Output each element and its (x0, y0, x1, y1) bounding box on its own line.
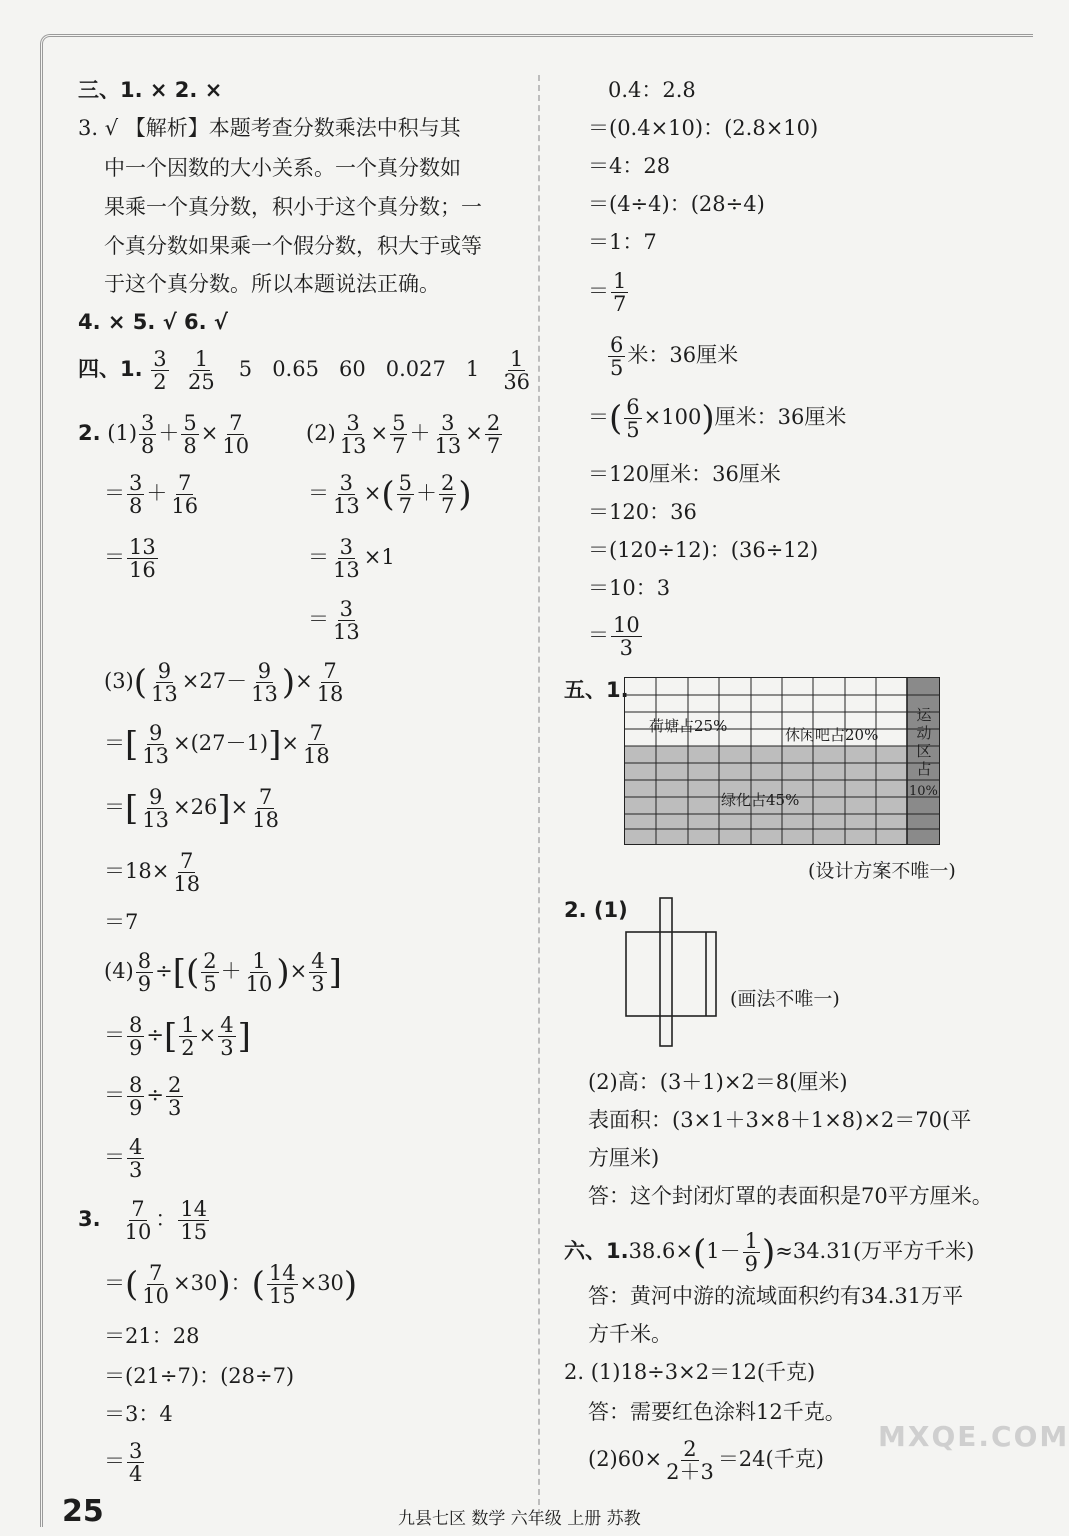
s5-q2-line4: 方厘米) (588, 1146, 660, 1170)
s3-line7: 4. × 5. √ 6. √ (78, 310, 228, 334)
s4-q3-step2: ＝21：28 (104, 1324, 200, 1348)
s4-q3-step4: ＝3：4 (104, 1402, 173, 1426)
s4-q2-p4: (4) (104, 959, 134, 984)
r-line6-eq: ＝ (588, 279, 609, 304)
s4-q2-p2: (2) (306, 421, 336, 446)
park-design-grid (624, 677, 940, 845)
label-leisure: 休闲吧占20% (785, 726, 879, 744)
s3-line6: 于这个真分数。所以本题说法正确。 (104, 272, 440, 296)
s6-q1-ans2: 方千米。 (588, 1322, 672, 1346)
label-green: 绿化占45% (721, 791, 800, 809)
r-line8-mid: ×100 (643, 405, 702, 430)
r-line3: ＝4：28 (588, 154, 671, 178)
sport-c4: 占 (916, 760, 932, 778)
label-sport (914, 706, 934, 778)
s6-q1-label: 六、1. (564, 1239, 629, 1264)
s6-q1-ans1: 答：黄河中游的流域面积约有34.31万平 (588, 1284, 964, 1308)
s4-q1: 四、1. $\frac{3}{2}$ $\frac{1}{25}$ 5 0.65 60 0.027 1 $\frac{1}{36}$ (78, 347, 531, 395)
s4-q1-b: 0.65 (272, 357, 319, 382)
label-lotus: 荷塘占25% (649, 717, 728, 735)
s4-q2-p3: (3) (104, 669, 134, 694)
s4-q2-4: (4) $\frac{8}{9}$ ÷[( $\frac{2}{5}$ ＋ $\frac{1}{10}$ )× $\frac{4}{3}$ ] (104, 949, 342, 997)
s6-q2-ans: 答：需要红色涂料12千克。 (588, 1400, 846, 1424)
s4-q2-4-step3: ＝ $\frac{4}{3}$ (104, 1135, 143, 1183)
s4-q3-step3: ＝(21÷7)：(28÷7) (104, 1364, 295, 1388)
s4-q2-3-step1: ＝[ $\frac{9}{13}$ ×(27－1)]× $\frac{7}{18}$ (104, 721, 330, 769)
s5-q2-line2: (2)高：(3＋1)×2＝8(厘米) (588, 1070, 848, 1094)
s5-q2-label: 2. (1) (564, 898, 628, 922)
s4-q1-c: 60 (338, 357, 366, 382)
s3-line2: 3. √ 【解析】本题考查分数乘法中积与其 (78, 116, 461, 140)
s6-q2-line1: 2. (1)18÷3×2＝12(千克) (564, 1360, 816, 1384)
s4-q1-e: 1 (465, 357, 480, 382)
s3-line4: 果乘一个真分数，积小于这个真分数；一 (104, 195, 482, 219)
r-line1: 0.4：2.8 (608, 78, 696, 102)
s6-q2-2b: ＝24(千克) (717, 1447, 824, 1472)
s5-q2-line5: 答：这个封闭灯罩的表面积是70平方厘米。 (588, 1184, 993, 1208)
sport-c3: 区 (916, 742, 932, 760)
r-line2: ＝(0.4×10)：(2.8×10) (588, 116, 819, 140)
s5-note2: (画法不唯一) (730, 988, 840, 1010)
s4-q2-3-step2: ＝[ $\frac{9}{13}$ ×26]× $\frac{7}{18}$ (104, 785, 279, 833)
sport-c1: 运 (916, 706, 932, 724)
r-line12: ＝10：3 (588, 576, 671, 600)
s4-q2-p1: (1) (107, 421, 138, 446)
r-line8-tail: 厘米：36厘米 (714, 405, 847, 430)
s3-line3: 中一个因数的大小关系。一个真分数如 (104, 156, 461, 180)
s4-q1-label: 四、1. (78, 357, 143, 382)
s4-q2-2-step3: ＝ $\frac{3}{13}$ (308, 597, 360, 645)
s4-q3: 3. $\frac{7}{10}$ ： $\frac{14}{15}$ (78, 1197, 208, 1245)
s4-q3-step1: ＝( $\frac{7}{10}$ ×30)：( $\frac{14}{15}$ ×30) (104, 1261, 358, 1309)
s3-line1: 三、1. × 2. × (78, 78, 223, 102)
grid-lines (625, 678, 939, 844)
page-number: 25 (62, 1494, 104, 1529)
watermark: MXQE.COM (878, 1420, 1069, 1453)
sport-pct: 10% (909, 784, 938, 799)
s4-q2-4-step2: ＝ $\frac{8}{9}$ ÷ $\frac{2}{3}$ (104, 1073, 182, 1121)
r-line4: ＝(4÷4)：(28÷4) (588, 192, 765, 216)
s5-note1: (设计方案不唯一) (808, 860, 956, 882)
r-line8: ＝( $\frac{6}{5}$ ×100)厘米：36厘米 (588, 395, 847, 443)
s4-q2-1-step1: ＝ $\frac{3}{8}$ ＋ $\frac{7}{16}$ (104, 471, 199, 519)
s6-q1-b: ≈34.31(万平方千米) (775, 1239, 975, 1264)
s6-q2-line2: (2)60× $\frac{2}{2+3}$ ＝24(千克) (588, 1437, 824, 1485)
s4-q2-4-step1: ＝ $\frac{8}{9}$ ÷[ $\frac{1}{2}$ × $\frac{4}{3}$ ] (104, 1013, 251, 1061)
lamp-shade-net-drawing (620, 896, 730, 1048)
s5-q1-label: 五、1. (564, 678, 629, 702)
s4-q2-2: (2) $\frac{3}{13}$ × $\frac{5}{7}$ ＋ $\frac{3}{13}$ × $\frac{2}{7}$ (306, 411, 501, 459)
s4-q1-d: 0.027 (385, 357, 446, 382)
s6-q1-a: 38.6× (628, 1239, 693, 1264)
s4-q2-1-step2: ＝ $\frac{13}{16}$ (104, 535, 156, 583)
s4-q2-3: (3)( $\frac{9}{13}$ ×27－ $\frac{9}{13}$ )× $\frac{7}{18}$ (104, 659, 344, 707)
s3-line5: 个真分数如果乘一个假分数，积大于或等 (104, 234, 482, 258)
r-line10: ＝120：36 (588, 500, 697, 524)
r-line7-rest: 米：36厘米 (627, 343, 739, 368)
column-divider (538, 75, 540, 1515)
r-line6: ＝ $\frac{1}{7}$ (588, 269, 627, 317)
footer-meta: 九县七区 数学 六年级 上册 苏教 (398, 1509, 641, 1529)
sport-c2: 动 (916, 724, 932, 742)
s4-q3-step5: ＝ $\frac{3}{4}$ (104, 1439, 143, 1487)
s5-q2-line3: 表面积：(3×1＋3×8＋1×8)×2＝70(平 (588, 1108, 972, 1132)
s4-q2-3-step3: ＝18× $\frac{7}{18}$ (104, 849, 201, 897)
s4-q2-2-step2: ＝ $\frac{3}{13}$ ×1 (308, 535, 395, 583)
r-line5: ＝1：7 (588, 230, 657, 254)
s4-q2-1: 2. (1) $\frac{3}{8}$ ＋ $\frac{5}{8}$ × $\frac{7}{10}$ (78, 411, 250, 459)
r-line9: ＝120厘米：36厘米 (588, 462, 781, 486)
r-line7: $\frac{6}{5}$ 米：36厘米 (610, 333, 739, 381)
s6-q2-2a: (2)60× (588, 1447, 663, 1472)
s4-q2-3-step4: ＝7 (104, 910, 139, 934)
s4-q3-label: 3. (78, 1207, 101, 1232)
s4-q2-2-step1: ＝ $\frac{3}{13}$ ×( $\frac{5}{7}$ ＋ $\frac{2}{7}$ ) (308, 471, 472, 519)
s4-q2-label: 2. (78, 421, 101, 446)
r-line13: ＝ $\frac{10}{3}$ (588, 613, 640, 661)
s6-q1: 六、1.38.6×(1－ $\frac{1}{9}$ )≈34.31(万平方千米) (564, 1229, 975, 1277)
r-line11: ＝(120÷12)：(36÷12) (588, 538, 819, 562)
s4-q1-a: 5 (238, 357, 253, 382)
